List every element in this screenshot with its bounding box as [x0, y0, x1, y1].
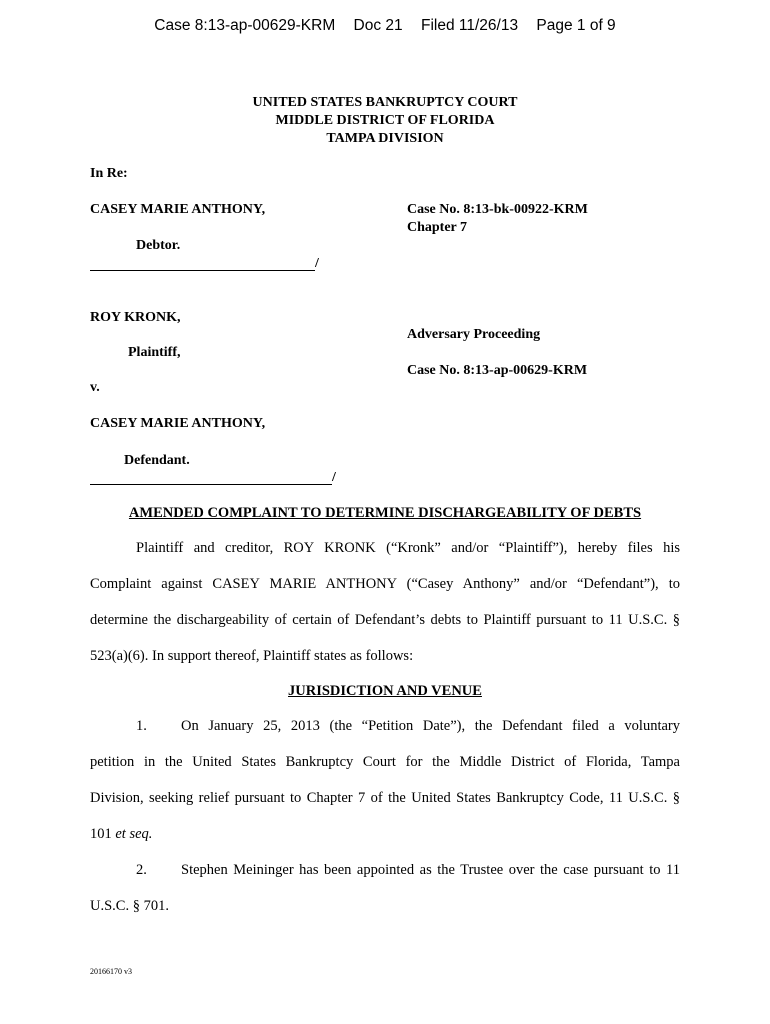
intro-line-2: Complaint against CASEY MARIE ANTHONY (“Casey Anthony” and/or “Defendant”), to	[90, 576, 680, 592]
plaintiff-name: ROY KRONK,	[90, 310, 181, 325]
defendant-name: CASEY MARIE ANTHONY,	[90, 416, 266, 431]
caption-rule-2	[90, 484, 332, 485]
ap-case-number: Case No. 8:13-ap-00629-KRM	[407, 363, 588, 378]
plaintiff-label: Plaintiff,	[128, 345, 181, 360]
header-filed-date: Filed 11/26/13	[420, 17, 519, 34]
header-doc-number: Doc 21	[353, 17, 403, 34]
para1-line-4	[90, 826, 152, 843]
para1-et-seq: et seq.	[115, 826, 153, 842]
chapter-label: Chapter 7	[407, 220, 468, 235]
versus-label: v.	[90, 380, 100, 395]
court-district: MIDDLE DISTRICT OF FLORIDA	[275, 113, 495, 128]
court-division: TAMPA DIVISION	[326, 131, 444, 146]
para1-line-1: On January 25, 2013 (the “Petition Date”), the Defendant filed a voluntary	[181, 718, 680, 734]
para2-number: 2.	[136, 862, 147, 878]
adversary-label: Adversary Proceeding	[407, 327, 541, 342]
debtor-name: CASEY MARIE ANTHONY,	[90, 202, 266, 217]
para1-line-3: Division, seeking relief pursuant to Chapter 7 of the United States Bankruptcy Code, 11 U.S.C. §	[90, 790, 680, 806]
bk-case-number: Case No. 8:13-bk-00922-KRM	[407, 202, 588, 217]
caption-rule-1	[90, 270, 315, 271]
para2-line-1: Stephen Meininger has been appointed as the Trustee over the case pursuant to 11	[181, 862, 680, 878]
caption-slash-2: /	[332, 470, 336, 485]
intro-line-1: Plaintiff and creditor, ROY KRONK (“Kronk” and/or “Plaintiff”), hereby files his	[136, 540, 680, 556]
document-id-footer: 20166170 v3	[90, 967, 132, 976]
debtor-label: Debtor.	[136, 238, 181, 253]
section-heading: JURISDICTION AND VENUE	[288, 683, 482, 699]
intro-line-4: 523(a)(6). In support thereof, Plaintiff states as follows:	[90, 648, 414, 664]
header-page-count: Page 1 of 9	[536, 17, 616, 34]
intro-line-3: determine the dischargeability of certain of Defendant’s debts to Plaintiff pursuant to 11 U.S.C. §	[90, 612, 680, 628]
document-title: AMENDED COMPLAINT TO DETERMINE DISCHARGEABILITY OF DEBTS	[128, 505, 642, 521]
para1-number: 1.	[136, 718, 147, 734]
defendant-label: Defendant.	[124, 453, 190, 468]
filing-header	[0, 17, 770, 35]
para1-line-4-number: 101	[90, 826, 116, 842]
header-case-number: Case 8:13-ap-00629-KRM	[154, 17, 336, 34]
in-re-label: In Re:	[90, 166, 128, 181]
caption-slash-1: /	[315, 256, 319, 271]
court-name: UNITED STATES BANKRUPTCY COURT	[252, 95, 518, 110]
para1-line-2: petition in the United States Bankruptcy Court for the Middle District of Florida, Tampa	[90, 754, 680, 770]
para2-line-2: U.S.C. § 701.	[90, 898, 169, 914]
